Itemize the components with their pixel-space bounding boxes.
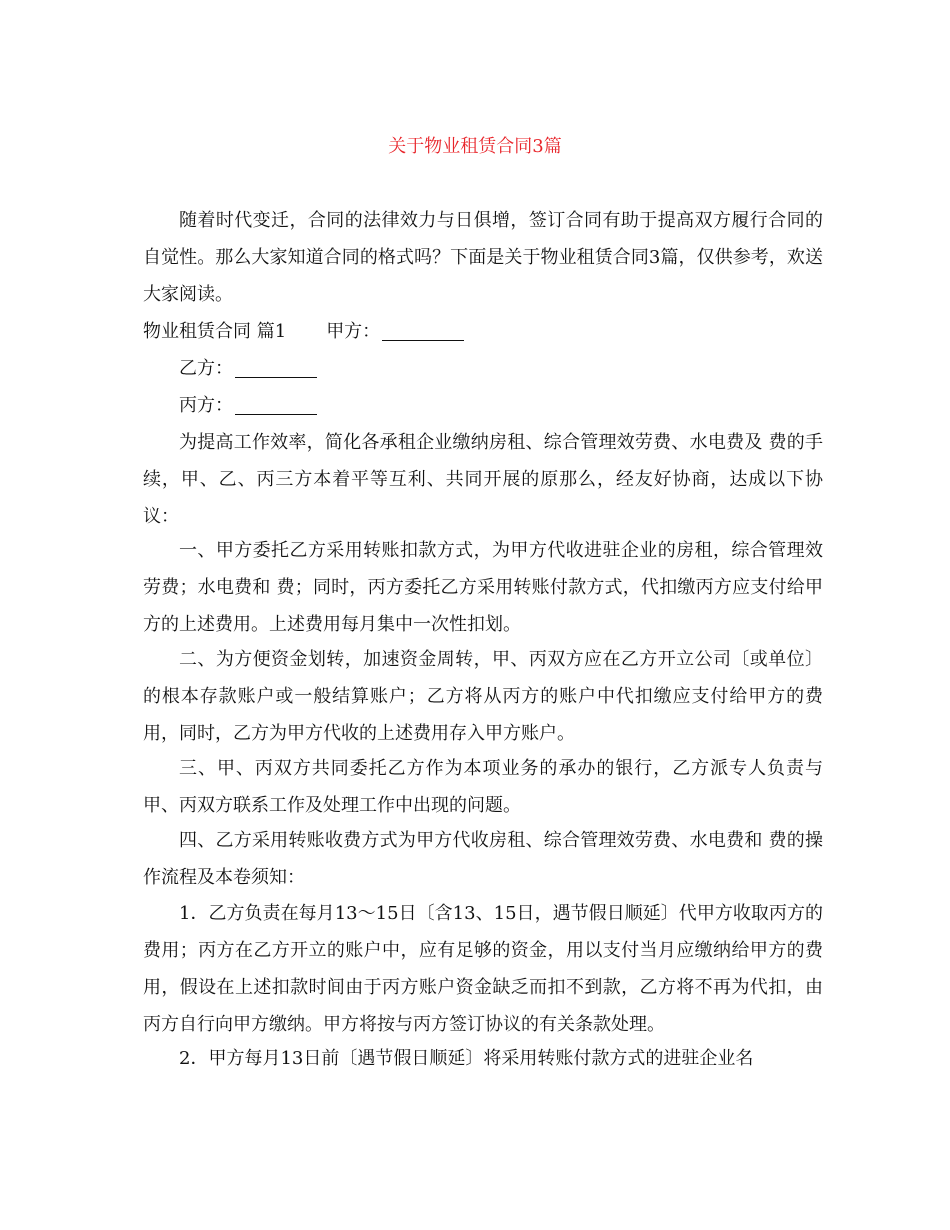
item-2: 2．甲方每月13日前〔遇节假日顺延〕将采用转账付款方式的进驻企业名 [179,1048,754,1069]
clause-1: 一、甲方委托乙方采用转账扣款方式，为甲方代收进驻企业的房租，综合管理效劳费；水电费和 费；同时，丙方委托乙方采用转账付款方式，代扣缴丙方应支付给甲方的上述费用。上述费用每月集中一次性扣划。 [143,540,823,635]
party-b-line [179,350,317,387]
purpose-paragraph: 为提高工作效率，简化各承租企业缴纳房租、综合管理效劳费、水电费及 费的手续，甲、乙、丙三方本着平等互利、共同开展的原那么，经友好协商，达成以下协议： [143,432,823,527]
clause-3: 三、甲、丙双方共同委托乙方作为本项业务的承办的银行，乙方派专人负责与甲、丙双方联系工作及处理工作中出现的问题。 [143,758,823,816]
intro-paragraph: 随着时代变迁，合同的法律效力与日俱增，签订合同有助于提高双方履行合同的自觉性。那么大家知道合同的格式吗？下面是关于物业租赁合同3篇，仅供参考，欢送大家阅读。 [143,210,823,305]
party-c-label: 丙方： [179,395,233,416]
party-b-blank [235,359,317,378]
party-c-blank [235,396,317,415]
party-c-line [179,387,317,424]
party-a-label: 甲方： [326,321,381,342]
clause-4: 四、乙方采用转账收费方式为甲方代收房租、综合管理效劳费、水电费和 费的操作流程及本卷须知： [143,830,823,888]
contract-heading-line [143,313,464,350]
contract-heading: 物业租赁合同 篇1 [143,321,287,342]
document-title: 关于物业租赁合同3篇 [388,136,562,157]
party-b-label: 乙方： [179,358,233,379]
item-1: 1．乙方负责在每月13～15日〔含13、15日，遇节假日顺延〕代甲方收取丙方的费用；丙方在乙方开立的账户中，应有足够的资金，用以支付当月应缴纳给甲方的费用，假设在上述扣款时间由于丙方账户资金缺乏而扣不到款，乙方将不再为代扣，由丙方自行向甲方缴纳。甲方将按与丙方签订协议的有关条款处理。 [143,903,823,1035]
clause-2: 二、为方便资金划转，加速资金周转，甲、丙双方应在乙方开立公司〔或单位〕的根本存款账户或一般结算账户；乙方将从丙方的账户中代扣缴应支付给甲方的费用，同时，乙方为甲方代收的上述费用存入甲方账户。 [143,649,823,744]
party-a-blank [382,322,464,341]
